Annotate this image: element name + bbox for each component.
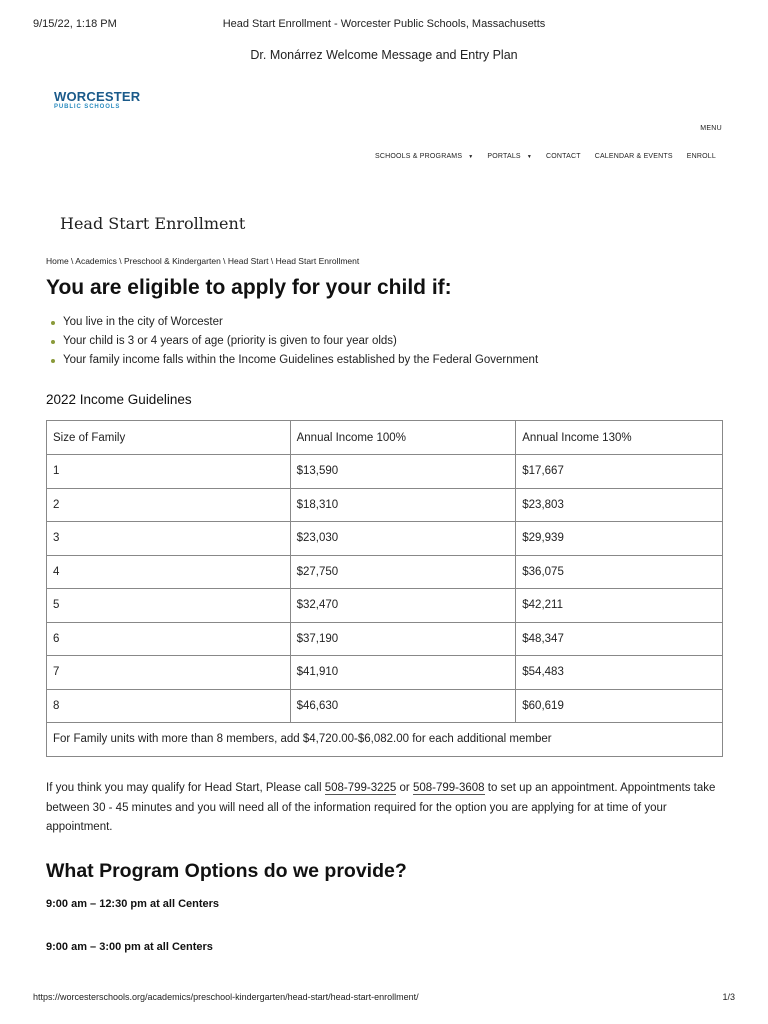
list-item xyxy=(46,313,538,332)
caret-down-icon: ▼ xyxy=(526,153,532,160)
logo-line1: WORCESTER xyxy=(54,89,141,104)
nav-contact-label: CONTACT xyxy=(545,153,581,160)
worcester-logo[interactable] xyxy=(54,90,140,111)
table-cell: 7 xyxy=(47,656,291,690)
menu-button[interactable]: MENU xyxy=(700,125,722,132)
logo-line2: PUBLIC SCHOOLS xyxy=(54,104,121,110)
page-number: 1/3 xyxy=(722,992,735,1002)
nav-portals-label: PORTALS xyxy=(487,153,521,160)
header-cell: Annual Income 130% xyxy=(516,421,723,455)
table-footnote-row xyxy=(47,723,723,757)
table-cell: 8 xyxy=(47,689,291,723)
print-date: 9/15/22, 1:18 PM xyxy=(33,18,117,30)
table-cell: $54,483 xyxy=(516,656,723,690)
table-cell: $46,630 xyxy=(290,689,516,723)
list-item-text: You live in the city of Worcester xyxy=(63,316,223,328)
table-cell: $23,030 xyxy=(290,522,516,556)
table-cell: $29,939 xyxy=(516,522,723,556)
table-cell: 5 xyxy=(47,589,291,623)
table-row xyxy=(47,555,723,589)
nav-schools-programs[interactable] xyxy=(375,153,473,160)
nav-schools-label: SCHOOLS & PROGRAMS xyxy=(374,153,463,160)
table-row xyxy=(47,488,723,522)
table-row xyxy=(47,656,723,690)
program-options-heading: What Program Options do we provide? xyxy=(46,860,407,882)
phone-link-1[interactable]: 508-799-3225 xyxy=(324,782,397,794)
table-cell: $60,619 xyxy=(516,689,723,723)
income-guidelines-heading: 2022 Income Guidelines xyxy=(46,392,192,407)
page-title: Head Start Enrollment xyxy=(60,214,246,233)
eligibility-heading: You are eligible to apply for your child if: xyxy=(46,276,452,299)
table-row xyxy=(47,622,723,656)
list-item xyxy=(46,332,538,351)
list-item-text: Your child is 3 or 4 years of age (priority is given to four year olds) xyxy=(63,335,397,347)
option-time-1: 9:00 am – 12:30 pm at all Centers xyxy=(46,898,220,910)
nav-portals[interactable] xyxy=(487,153,532,160)
bullet-icon xyxy=(51,321,55,325)
caret-down-icon: ▼ xyxy=(468,153,474,160)
table-cell: 4 xyxy=(47,555,291,589)
qualify-text-after: to set up an appointment. Appointments take between 30 - 45 minutes and you will need all of the information required for the option you are applying for at time of your appointment. xyxy=(46,782,716,833)
table-row xyxy=(47,522,723,556)
nav-calendar-events[interactable] xyxy=(595,153,673,160)
breadcrumb[interactable]: Home \ Academics \ Preschool & Kindergarten \ Head Start \ Head Start Enrollment xyxy=(46,256,360,266)
print-url: https://worcesterschools.org/academics/preschool-kindergarten/head-start/head-start-enrollment/ xyxy=(33,992,419,1002)
bullet-icon xyxy=(51,359,55,363)
table-cell: $17,667 xyxy=(516,455,723,489)
qualify-or: or xyxy=(396,782,413,794)
table-cell: $48,347 xyxy=(516,622,723,656)
option-time-2: 9:00 am – 3:00 pm at all Centers xyxy=(46,941,213,953)
table-cell: $23,803 xyxy=(516,488,723,522)
table-cell: 1 xyxy=(47,455,291,489)
table-cell: $42,211 xyxy=(516,589,723,623)
table-header-row xyxy=(47,421,723,455)
header-cell: Size of Family xyxy=(47,421,291,455)
table-cell: $13,590 xyxy=(290,455,516,489)
nav-calendar-label: CALENDAR & EVENTS xyxy=(594,153,673,160)
main-nav xyxy=(375,153,716,160)
list-item xyxy=(46,351,538,370)
table-cell: $32,470 xyxy=(290,589,516,623)
table-cell: 3 xyxy=(47,522,291,556)
table-cell: $36,075 xyxy=(516,555,723,589)
table-cell: $27,750 xyxy=(290,555,516,589)
nav-contact[interactable] xyxy=(546,153,581,160)
table-row xyxy=(47,455,723,489)
qualify-paragraph xyxy=(46,779,726,838)
nav-enroll[interactable] xyxy=(687,153,716,160)
eligibility-list xyxy=(46,313,538,370)
bullet-icon xyxy=(51,340,55,344)
list-item-text: Your family income falls within the Income Guidelines established by the Federal Government xyxy=(63,354,539,366)
table-cell: $41,910 xyxy=(290,656,516,690)
income-guidelines-table xyxy=(46,420,723,757)
print-title: Head Start Enrollment - Worcester Public Schools, Massachusetts xyxy=(222,18,546,30)
phone-link-2[interactable]: 508-799-3608 xyxy=(412,782,485,794)
nav-enroll-label: ENROLL xyxy=(686,153,716,160)
table-cell: 2 xyxy=(47,488,291,522)
header-cell: Annual Income 100% xyxy=(290,421,516,455)
qualify-text-before: If you think you may qualify for Head Start, Please call xyxy=(46,782,325,794)
table-row xyxy=(47,589,723,623)
announcement-link[interactable]: Dr. Monárrez Welcome Message and Entry Plan xyxy=(250,48,518,62)
table-cell: $18,310 xyxy=(290,488,516,522)
table-cell: $37,190 xyxy=(290,622,516,656)
table-footnote: For Family units with more than 8 members, add $4,720.00-$6,082.00 for each additional member xyxy=(47,723,723,757)
table-row xyxy=(47,689,723,723)
table-cell: 6 xyxy=(47,622,291,656)
